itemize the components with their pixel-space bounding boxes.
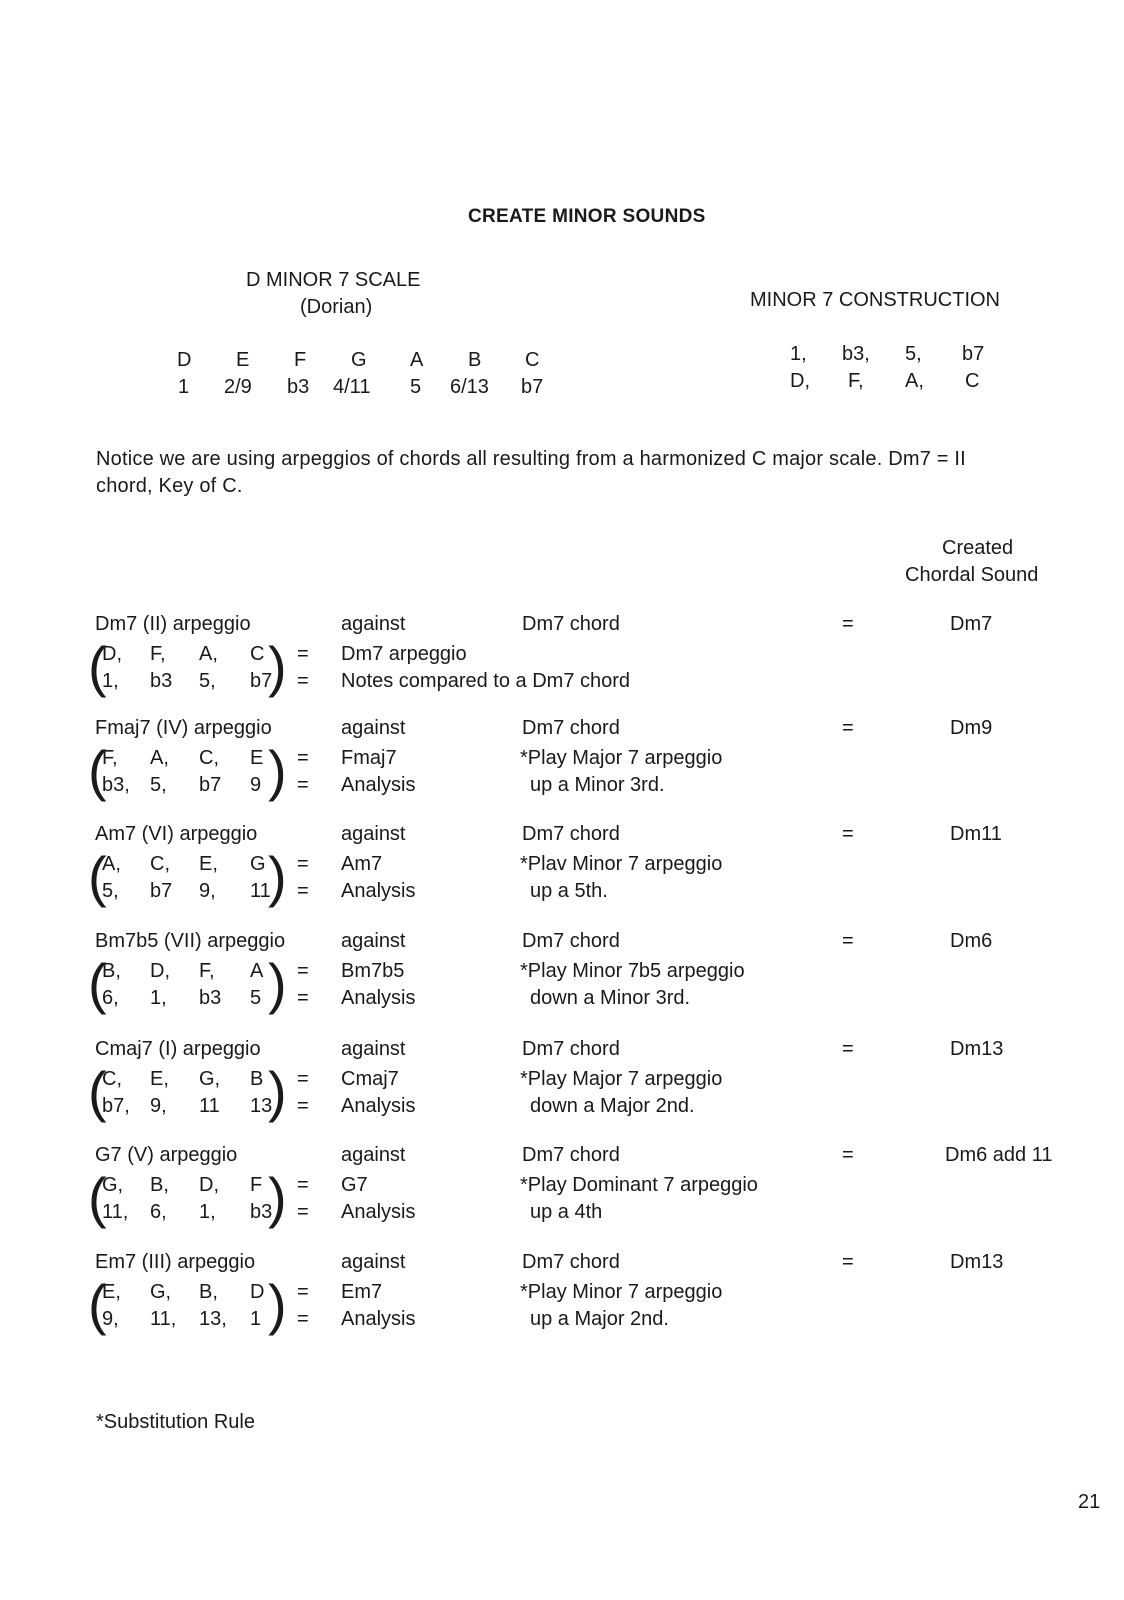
against-label: against: [341, 1251, 406, 1273]
arpeggio-note: A: [250, 960, 264, 982]
scale-degree: 4/11: [333, 376, 371, 398]
chord-label: Dm7 chord: [522, 823, 620, 845]
substitution-rule-detail: up a 5th.: [530, 880, 608, 902]
scale-degree: 1: [178, 376, 190, 398]
analysis-label: Analysis: [341, 774, 416, 796]
arpeggio-note: E,: [102, 1281, 121, 1303]
equals-sign: =: [842, 717, 854, 739]
construction-note: D,: [790, 370, 810, 392]
substitution-rule: *Play Dominant 7 arpeggio: [520, 1174, 758, 1196]
arpeggio-note: G,: [102, 1174, 124, 1196]
arpeggio-degree: b7,: [102, 1095, 130, 1117]
left-paren: (: [88, 845, 107, 908]
arpeggio-degree: 5,: [150, 774, 167, 796]
construction-note: F,: [848, 370, 864, 392]
arpeggio-note: E,: [199, 853, 218, 875]
created-sound: Dm13: [950, 1038, 1004, 1060]
arpeggio-degree: 1,: [199, 1201, 216, 1223]
arpeggio-degree: 13,: [199, 1308, 227, 1330]
arpeggio-note: F,: [199, 960, 215, 982]
arpeggio-note: A,: [199, 643, 218, 665]
left-paren: (: [88, 1060, 107, 1123]
page-number: 21: [1078, 1491, 1101, 1513]
arpeggio-name: Cmaj7: [341, 1068, 399, 1090]
against-label: against: [341, 613, 406, 635]
arpeggio-degree: 6,: [102, 987, 119, 1009]
arpeggio-degree: b3: [199, 987, 222, 1009]
construction-interval: b7: [962, 343, 985, 365]
arpeggio-label: Fmaj7 (IV) arpeggio: [95, 717, 272, 739]
arpeggio-degree: 5: [250, 987, 262, 1009]
analysis-label: Notes compared to a Dm7 chord: [341, 670, 631, 692]
analysis-label: Analysis: [341, 1095, 416, 1117]
page-title: CREATE MINOR SOUNDS: [468, 206, 706, 227]
arpeggio-degree: b7: [250, 670, 273, 692]
arpeggio-label: Bm7b5 (VII) arpeggio: [95, 930, 286, 952]
arpeggio-degree: 13: [250, 1095, 273, 1117]
scale-degree: 2/9: [224, 376, 252, 398]
arpeggio-name: Am7: [341, 853, 383, 875]
analysis-label: Analysis: [341, 987, 416, 1009]
arpeggio-degree: 9: [250, 774, 262, 796]
equals-sign: =: [297, 853, 309, 875]
created-sound: Dm7: [950, 613, 993, 635]
arpeggio-note: C,: [199, 747, 219, 769]
arpeggio-name: G7: [341, 1174, 368, 1196]
scale-degree: b7: [521, 376, 544, 398]
arpeggio-degree: b3,: [102, 774, 130, 796]
right-paren: ): [268, 845, 287, 908]
equals-sign: =: [297, 670, 309, 692]
substitution-rule: *Play Minor 7 arpeggio: [520, 1281, 723, 1303]
substitution-rule: *Play Major 7 arpeggio: [520, 747, 723, 769]
arpeggio-note: B: [250, 1068, 264, 1090]
arpeggio-note: C,: [150, 853, 170, 875]
arpeggio-note: D,: [102, 643, 122, 665]
scale-note: G: [351, 349, 367, 371]
arpeggio-note: D,: [199, 1174, 219, 1196]
construction-interval: b3,: [842, 343, 870, 365]
arpeggio-label: Dm7 (II) arpeggio: [95, 613, 251, 635]
right-paren: ): [268, 1166, 287, 1229]
scale-note: D: [177, 349, 192, 371]
arpeggio-note: G: [250, 853, 266, 875]
equals-sign: =: [297, 1281, 309, 1303]
intro-line-1: Notice we are using arpeggios of chords all resulting from a harmonized C major scale. Dm7 = II: [96, 448, 966, 470]
equals-sign: =: [297, 1068, 309, 1090]
arpeggio-degree: 1,: [102, 670, 119, 692]
equals-sign: =: [297, 1174, 309, 1196]
arpeggio-degree: 1,: [150, 987, 167, 1009]
arpeggio-degree: 6,: [150, 1201, 167, 1223]
substitution-rule: *Play Minor 7b5 arpeggio: [520, 960, 745, 982]
scale-note: F: [294, 349, 307, 371]
substitution-rule-detail: up a Minor 3rd.: [530, 774, 665, 796]
equals-sign: =: [842, 1038, 854, 1060]
arpeggio-note: B,: [150, 1174, 169, 1196]
equals-sign: =: [297, 987, 309, 1009]
arpeggio-note: G,: [150, 1281, 172, 1303]
arpeggio-label: Cmaj7 (I) arpeggio: [95, 1038, 261, 1060]
equals-sign: =: [297, 1095, 309, 1117]
arpeggio-note: A,: [102, 853, 121, 875]
equals-sign: =: [842, 1251, 854, 1273]
created-sound: Dm13: [950, 1251, 1004, 1273]
arpeggio-degree: 11,: [150, 1308, 177, 1330]
left-paren: (: [88, 952, 107, 1015]
substitution-rule: *Plav Minor 7 arpeggio: [520, 853, 723, 875]
scale-note: A: [410, 349, 424, 371]
construction-note: A,: [905, 370, 924, 392]
arpeggio-degree: 5,: [199, 670, 216, 692]
arpeggio-label: Am7 (VI) arpeggio: [95, 823, 258, 845]
equals-sign: =: [297, 643, 309, 665]
arpeggio-degree: 11: [199, 1095, 220, 1117]
construction-heading: MINOR 7 CONSTRUCTION: [750, 289, 1000, 311]
arpeggio-note: C: [250, 643, 265, 665]
arpeggio-name: Bm7b5: [341, 960, 405, 982]
arpeggio-degree: 9,: [199, 880, 216, 902]
equals-sign: =: [842, 613, 854, 635]
arpeggio-degree: b7: [199, 774, 222, 796]
arpeggio-name: Fmaj7: [341, 747, 397, 769]
arpeggio-note: F,: [102, 747, 118, 769]
created-sound: Dm6: [950, 930, 993, 952]
chord-label: Dm7 chord: [522, 1038, 620, 1060]
chord-label: Dm7 chord: [522, 717, 620, 739]
construction-note: C: [965, 370, 980, 392]
against-label: against: [341, 823, 406, 845]
created-sound: Dm11: [950, 823, 1002, 845]
arpeggio-degree: 11,: [102, 1201, 129, 1223]
against-label: against: [341, 930, 406, 952]
scale-note: C: [525, 349, 540, 371]
scale-degree: b3: [287, 376, 310, 398]
arpeggio-note: C,: [102, 1068, 122, 1090]
arpeggio-degree: 9,: [102, 1308, 119, 1330]
created-header: Created: [942, 537, 1014, 559]
against-label: against: [341, 1038, 406, 1060]
arpeggio-note: F: [250, 1174, 263, 1196]
left-paren: (: [88, 635, 107, 698]
substitution-rule-detail: up a Major 2nd.: [530, 1308, 669, 1330]
arpeggio-degree: 11: [250, 880, 271, 902]
scale-note: B: [468, 349, 482, 371]
against-label: against: [341, 1144, 406, 1166]
arpeggio-note: E,: [150, 1068, 169, 1090]
against-label: against: [341, 717, 406, 739]
equals-sign: =: [297, 1308, 309, 1330]
construction-interval: 1,: [790, 343, 807, 365]
arpeggio-note: B,: [199, 1281, 218, 1303]
substitution-rule-detail: up a 4th: [530, 1201, 603, 1223]
right-paren: ): [268, 635, 287, 698]
equals-sign: =: [842, 930, 854, 952]
equals-sign: =: [842, 1144, 854, 1166]
arpeggio-label: Em7 (III) arpeggio: [95, 1251, 256, 1273]
intro-line-2: chord, Key of C.: [96, 475, 243, 497]
arpeggio-note: B,: [102, 960, 121, 982]
right-paren: ): [268, 739, 287, 802]
arpeggio-degree: b3: [250, 1201, 273, 1223]
created-sound: Dm6 add 11: [945, 1144, 1053, 1166]
equals-sign: =: [297, 880, 309, 902]
arpeggio-note: F,: [150, 643, 166, 665]
arpeggio-degree: b3: [150, 670, 173, 692]
arpeggio-degree: 9,: [150, 1095, 167, 1117]
equals-sign: =: [842, 823, 854, 845]
substitution-rule-detail: down a Major 2nd.: [530, 1095, 695, 1117]
arpeggio-note: D,: [150, 960, 170, 982]
created-sound: Dm9: [950, 717, 993, 739]
arpeggio-name: Dm7 arpeggio: [341, 643, 467, 665]
footnote: *Substitution Rule: [96, 1411, 255, 1433]
scale-mode: (Dorian): [300, 296, 373, 318]
substitution-rule: *Play Major 7 arpeggio: [520, 1068, 723, 1090]
chord-label: Dm7 chord: [522, 930, 620, 952]
analysis-label: Analysis: [341, 1201, 416, 1223]
arpeggio-note: G,: [199, 1068, 221, 1090]
scale-heading: D MINOR 7 SCALE: [246, 269, 421, 291]
arpeggio-label: G7 (V) arpeggio: [95, 1144, 238, 1166]
scale-note: E: [236, 349, 250, 371]
left-paren: (: [88, 739, 107, 802]
arpeggio-name: Em7: [341, 1281, 383, 1303]
analysis-label: Analysis: [341, 880, 416, 902]
arpeggio-note: E: [250, 747, 264, 769]
equals-sign: =: [297, 1201, 309, 1223]
arpeggio-note: A,: [150, 747, 169, 769]
chord-label: Dm7 chord: [522, 1251, 620, 1273]
construction-interval: 5,: [905, 343, 922, 365]
right-paren: ): [268, 1060, 287, 1123]
right-paren: ): [268, 952, 287, 1015]
arpeggio-degree: 1: [250, 1308, 262, 1330]
created-header-sub: Chordal Sound: [905, 564, 1039, 586]
arpeggio-note: D: [250, 1281, 265, 1303]
scale-degree: 5: [410, 376, 422, 398]
substitution-rule-detail: down a Minor 3rd.: [530, 987, 691, 1009]
left-paren: (: [88, 1273, 107, 1336]
scale-degree: 6/13: [450, 376, 489, 398]
left-paren: (: [88, 1166, 107, 1229]
equals-sign: =: [297, 747, 309, 769]
chord-label: Dm7 chord: [522, 1144, 620, 1166]
arpeggio-degree: 5,: [102, 880, 119, 902]
equals-sign: =: [297, 774, 309, 796]
chord-label: Dm7 chord: [522, 613, 620, 635]
right-paren: ): [268, 1273, 287, 1336]
arpeggio-degree: b7: [150, 880, 173, 902]
equals-sign: =: [297, 960, 309, 982]
analysis-label: Analysis: [341, 1308, 416, 1330]
